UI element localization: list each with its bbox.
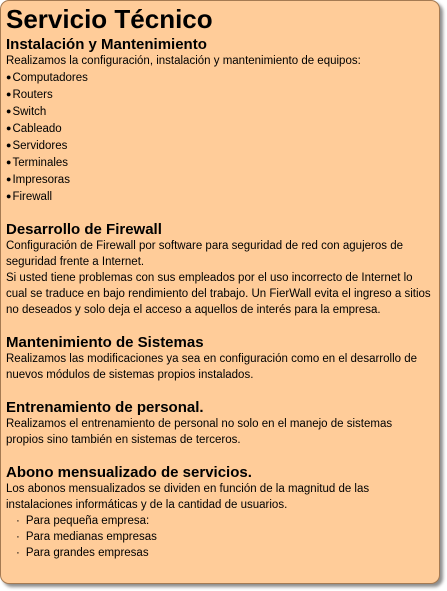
section-text: Si usted tiene problemas con sus empleados por el uso incorrecto de Internet lo cual se traduce en bajo rendimiento del trabajo. Un FierWall evita el ingreso a sitios no deseados y solo deja el acceso a aquellos de interés para la empresa. [6,272,431,316]
section-text: Configuración de Firewall por software para seguridad de red con agujeros de seguridad frente a Internet. [6,240,403,268]
page-title: Servicio Técnico [6,4,213,34]
section-text: Los abonos mensualizados se dividen en función de la magnitud de las instalaciones informáticas y de la cantidad de usuarios. [6,483,370,511]
list-item: · Para pequeña empresa: [16,513,433,529]
section-heading: Instalación y Mantenimiento [6,36,207,53]
section-text: Realizamos el entrenamiento de personal no solo en el manejo de sistemas propios sino también en sistemas de terceros. [6,418,393,446]
list-item: ● Switch [6,103,433,120]
section-systems-maintenance [6,334,433,383]
list-item: ● Terminales [6,154,433,171]
list-item: ● Firewall [6,188,433,205]
section-subscription [6,464,433,561]
list-item: ● Cableado [6,120,433,137]
section-heading: Desarrollo de Firewall [6,221,162,238]
equipment-list [6,69,433,205]
list-item: ● Computadores [6,69,433,86]
plan-list [6,513,433,561]
section-installation [6,36,433,205]
list-item: ● Servidores [6,137,433,154]
list-item: ● Impresoras [6,171,433,188]
section-training [6,399,433,448]
list-item: ● Routers [6,86,433,103]
list-item: · Para medianas empresas [16,529,433,545]
section-heading: Mantenimiento de Sistemas [6,334,204,351]
section-firewall [6,221,433,318]
section-text: Realizamos las modificaciones ya sea en configuración como en el desarrollo de nuevos módulos de sistemas propios instalados. [6,353,418,381]
section-text: Realizamos la configuración, instalación y mantenimiento de equipos: [6,55,361,67]
section-heading: Abono mensualizado de servicios. [6,464,252,481]
section-heading: Entrenamiento de personal. [6,399,204,416]
list-item: · Para grandes empresas [16,545,433,561]
